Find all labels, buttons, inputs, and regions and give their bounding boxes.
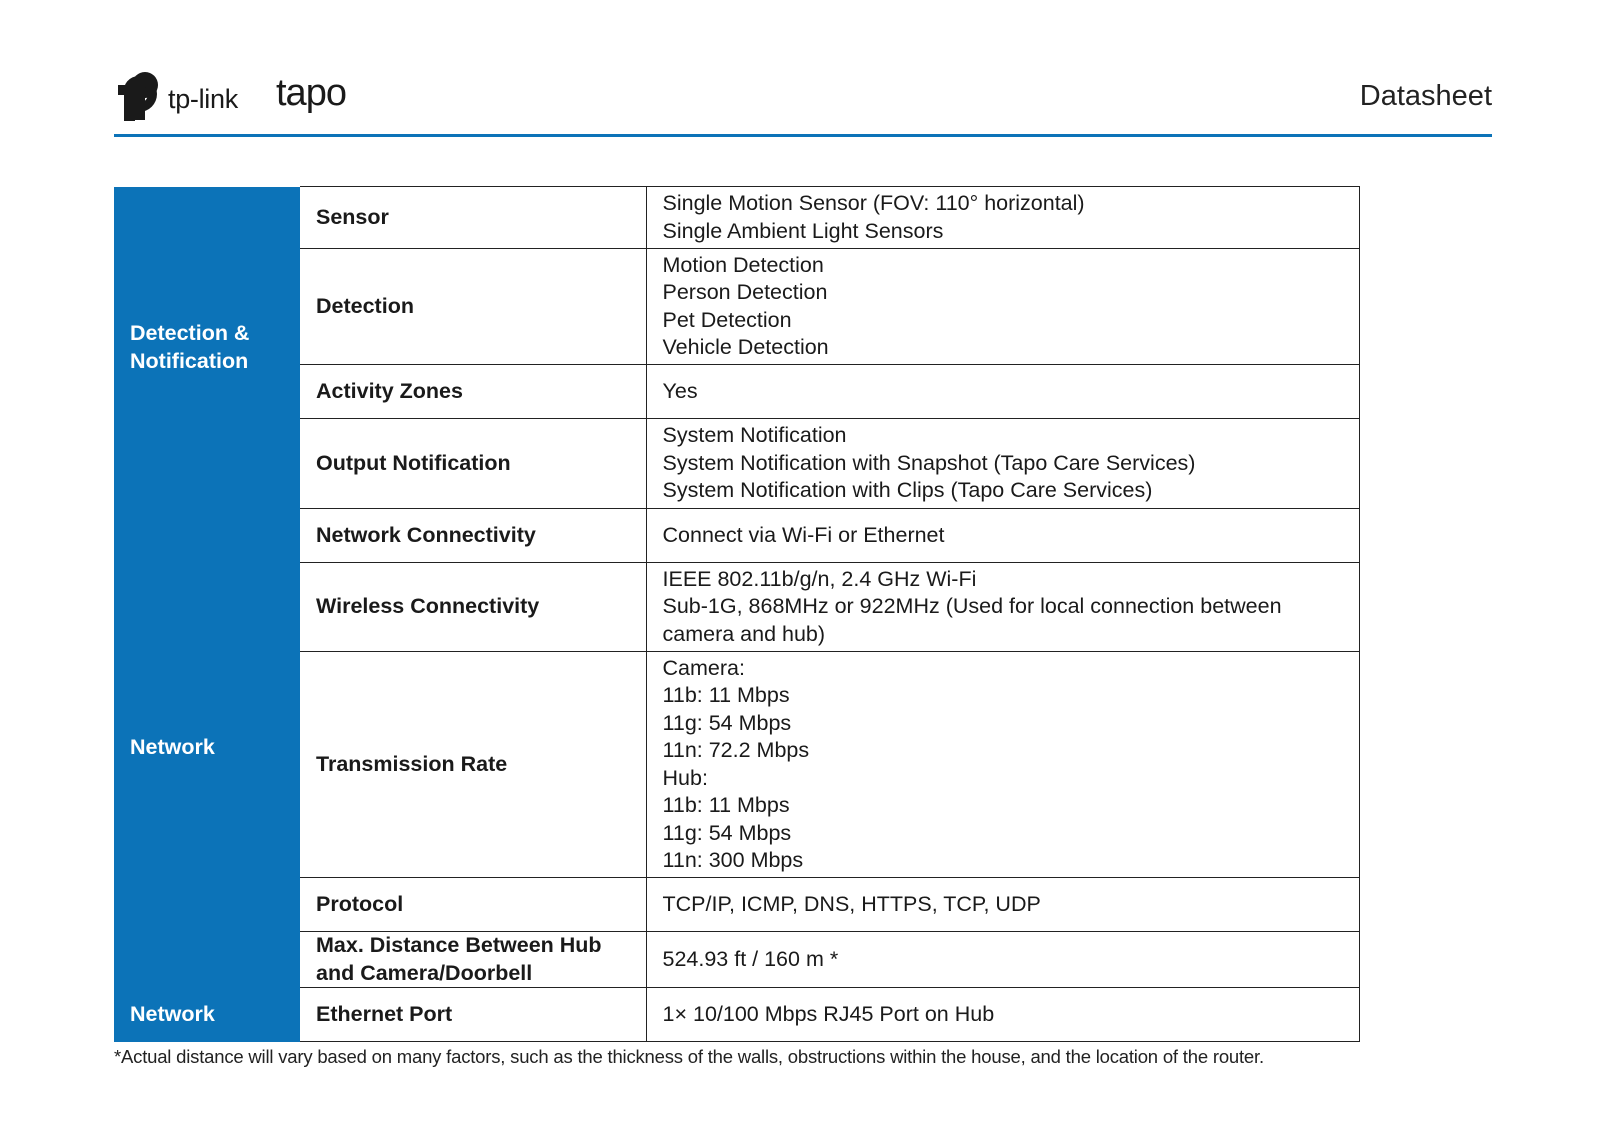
spec-label-line: Max. Distance Between Hub (316, 933, 602, 957)
table-row (114, 509, 1360, 563)
spec-value (646, 365, 1360, 419)
table-row (114, 988, 1360, 1042)
spec-label: Protocol (300, 878, 646, 932)
spec-value-line: Connect via Wi-Fi or Ethernet (662, 522, 945, 547)
spec-value (646, 988, 1360, 1042)
spec-value-line: Yes (662, 378, 698, 403)
spec-value-line: Pet Detection (662, 307, 792, 332)
footnote: *Actual distance will vary based on many factors, such as the thickness of the walls, obstructions within the house, and the location of the router. (114, 1046, 1264, 1067)
table-row (114, 563, 1360, 652)
spec-table (114, 186, 1360, 1042)
spec-value-line: System Notification (662, 423, 847, 448)
spec-value (646, 878, 1360, 932)
spec-label: Activity Zones (300, 365, 646, 419)
table-row (114, 365, 1360, 419)
spec-value (646, 187, 1360, 249)
spec-label: Output Notification (300, 419, 646, 509)
spec-value-line: 11g: 54 Mbps (662, 710, 792, 735)
spec-value-line: Motion Detection (662, 252, 824, 277)
spec-value-line: 11n: 300 Mbps (662, 848, 804, 872)
spec-label-line: and Camera/Doorbell (316, 960, 533, 985)
spec-value-line: Hub: (662, 765, 708, 790)
spec-value (646, 249, 1360, 365)
document-type-title: Datasheet (1359, 80, 1492, 112)
spec-value-line: Single Ambient Light Sensors (662, 218, 944, 243)
spec-value-line: 1× 10/100 Mbps RJ45 Port on Hub (662, 1001, 995, 1026)
table-row (114, 249, 1360, 365)
spec-label: Sensor (300, 187, 646, 249)
spec-value (646, 563, 1360, 652)
spec-value (646, 419, 1360, 509)
spec-label: Transmission Rate (300, 652, 646, 878)
spec-value-line: 11g: 54 Mbps (662, 820, 792, 845)
spec-label: Wireless Connectivity (300, 563, 646, 652)
spec-value (646, 509, 1360, 563)
spec-value (646, 932, 1360, 988)
table-row (114, 652, 1360, 878)
page-header (114, 66, 1492, 137)
spec-value-line: 11b: 11 Mbps (662, 683, 790, 707)
spec-value-line: 11n: 72.2 Mbps (662, 738, 810, 762)
group-header: Network (114, 509, 300, 988)
table-row (114, 419, 1360, 509)
group-header: Detection & Notification (114, 187, 300, 509)
spec-value-line: System Notification with Snapshot (Tapo Care Services) (662, 450, 1196, 475)
spec-value-line: Sub-1G, 868MHz or 922MHz (Used for local connection between (662, 594, 1282, 619)
group-header: Network (114, 988, 300, 1042)
spec-value-line: IEEE 802.11b/g/n, 2.4 GHz Wi-Fi (662, 566, 977, 591)
spec-value-line: 11b: 11 Mbps (662, 793, 790, 817)
table-row (114, 187, 1360, 249)
spec-value-line: Camera: (662, 655, 745, 680)
spec-value-line: Vehicle Detection (662, 335, 829, 359)
tapo-wordmark: tapo (276, 72, 346, 114)
spec-value-line: camera and hub) (662, 621, 826, 646)
spec-value-line: Person Detection (662, 280, 828, 304)
tp-link-logo-icon (114, 72, 164, 126)
table-row (114, 878, 1360, 932)
spec-value-line: 524.93 ft / 160 m * (662, 946, 839, 971)
spec-value (646, 652, 1360, 878)
spec-value-line: Single Motion Sensor (FOV: 110° horizontal) (662, 191, 1085, 215)
spec-value-line: System Notification with Clips (Tapo Care Services) (662, 478, 1153, 503)
spec-value-line: TCP/IP, ICMP, DNS, HTTPS, TCP, UDP (662, 891, 1041, 916)
table-row (114, 932, 1360, 988)
spec-label: Network Connectivity (300, 509, 646, 563)
spec-label: Ethernet Port (300, 988, 646, 1042)
tp-link-wordmark: tp-link (168, 83, 238, 114)
tp-link-logo (114, 72, 238, 126)
spec-label (300, 932, 646, 988)
spec-label: Detection (300, 249, 646, 365)
